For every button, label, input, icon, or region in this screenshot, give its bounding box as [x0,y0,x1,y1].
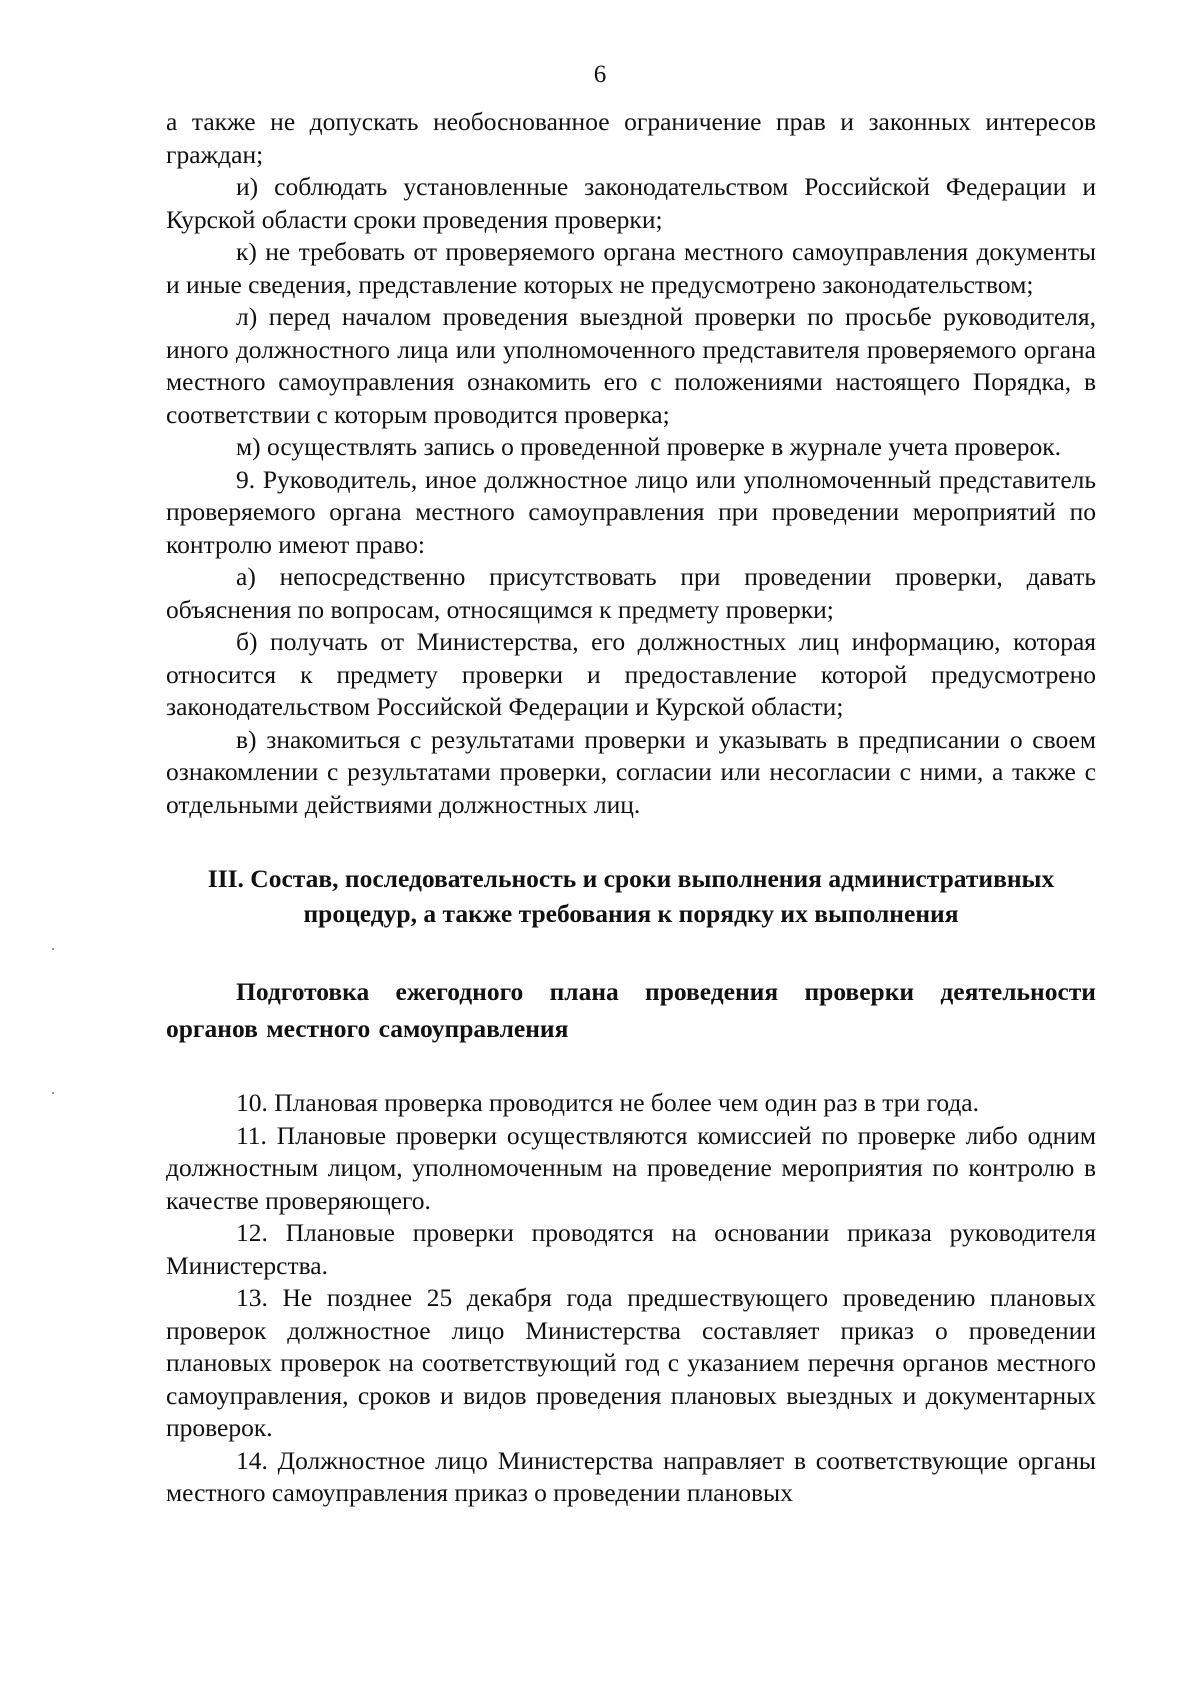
paragraph: 11. Плановые проверки осуществляются комиссией по проверке либо одним должностным лицом, уполномоченным на проведение мероприятия по контролю в качестве проверяющего. [166,1120,1096,1215]
scan-speck [52,1092,54,1094]
paragraph: 9. Руководитель, иное должностное лицо или уполномоченный представитель проверяемого органа местного самоуправления при проведении мероприятий по контролю имеют право: [166,464,1096,559]
paragraph: к) не требовать от проверяемого органа местного самоуправления документы и иные сведения, представление которых не предусмотрено законодательством; [166,237,1096,299]
paragraph: а) непосредственно присутствовать при проведении проверки, давать объяснения по вопросам, относящимся к предмету проверки; [166,562,1096,624]
paragraph: 14. Должностное лицо Министерства направляет в соответствующие органы местного самоуправления приказ о проведении плановых [166,1445,1096,1507]
paragraph: 12. Плановые проверки проводятся на основании приказа руководителя Министерства. [166,1218,1096,1280]
document-body [166,106,1096,1510]
paragraph: а также не допускать необоснованное ограничение прав и законных интересов граждан; [166,107,1096,169]
paragraph: в) знакомиться с результатами проверки и указывать в предписании о своем ознакомлении с результатами проверки, согласии или несогласии с ними, а также с отдельными действиями должностных лиц. [166,724,1096,819]
subsection-heading: Подготовка ежегодного плана проведения проверки деятельности органов местного самоуправления [166,977,1096,1043]
paragraph: л) перед началом проведения выездной проверки по просьбе руководителя, иного должностного лица или уполномоченного представителя проверяемого органа местного самоуправления ознакомить его с положениями настоящего Порядка, в соответствии с которым проводится проверка; [166,302,1096,429]
paragraph: м) осуществлять запись о проведенной проверке в журнале учета проверок. [236,432,1062,461]
scan-speck [52,948,54,950]
paragraph: 13. Не позднее 25 декабря года предшествующего проведению плановых проверок должностное лицо Министерства составляет приказ о проведении плановых проверок на соответствующий год с указанием перечня органов местного самоуправления, сроков и видов проведения плановых выездных и документарных проверок. [166,1283,1096,1442]
section-heading: III. Состав, последовательность и сроки выполнения административных процедур, а также требования к порядку их выполнения [207,864,1055,928]
paragraph: б) получать от Министерства, его должностных лиц информацию, которая относится к предмету проверки и предоставление которой предусмотрено законодательством Российской Федерации и Курской области; [166,627,1096,721]
paragraph: и) соблюдать установленные законодательством Российской Федерации и Курской области сроки проведения проверки; [166,172,1096,234]
paragraphs-after [166,1087,1096,1510]
paragraph: 10. Плановая проверка проводится не более чем один раз в три года. [236,1088,979,1117]
paragraphs-before [166,106,1096,821]
page-number: 6 [593,61,607,88]
